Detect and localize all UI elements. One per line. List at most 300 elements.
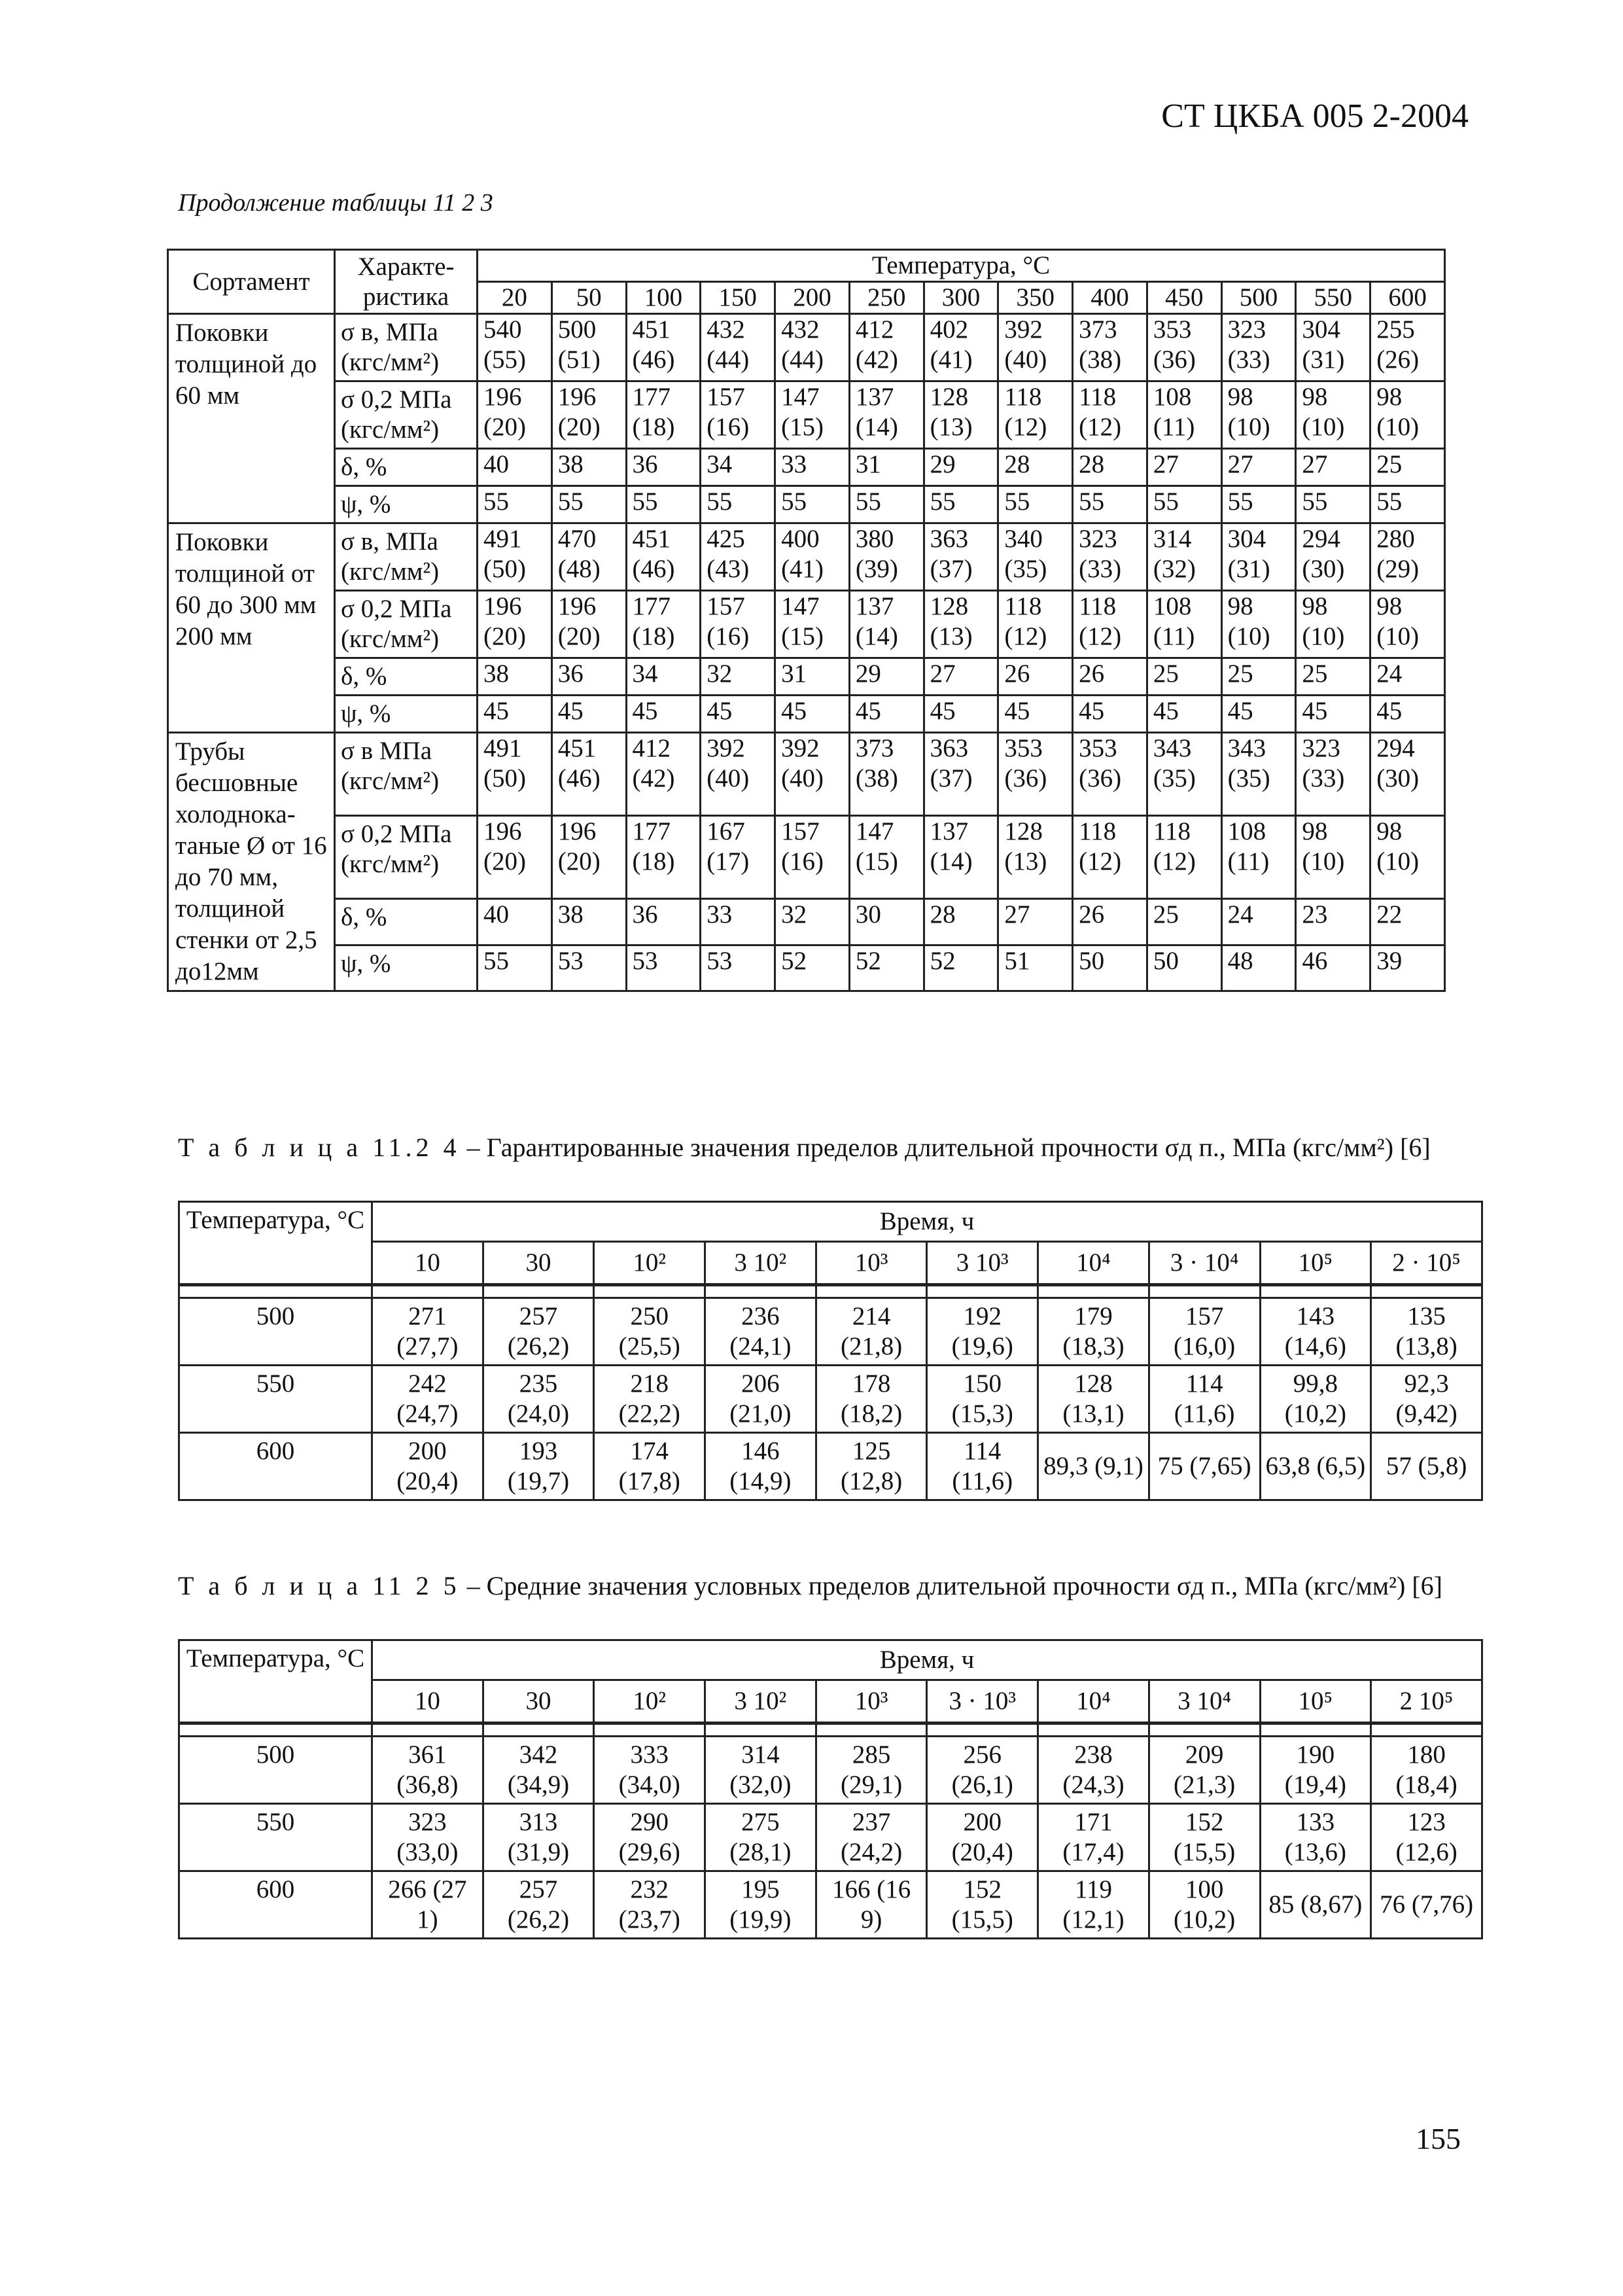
- time-cell: 10²: [594, 1680, 705, 1723]
- value-cell: 55: [775, 486, 850, 523]
- time-cell: 3 10³: [927, 1242, 1038, 1285]
- value-cell: 257 (26,2): [483, 1871, 594, 1939]
- value-cell: 275 (28,1): [705, 1804, 816, 1871]
- value-cell: 63,8 (6,5): [1260, 1433, 1371, 1500]
- time-cell: 10²: [594, 1242, 705, 1285]
- value-cell: 146 (14,9): [705, 1433, 816, 1500]
- table-11-2-4-caption: Т а б л и ц а 11.2 4 – Гарантированные значения пределов длительной прочности σд п., МПа (кгс/мм²) [6]: [178, 1133, 1431, 1162]
- value-cell: 55: [924, 486, 998, 523]
- value-cell: 255 (26): [1370, 314, 1445, 381]
- value-cell: 34: [626, 658, 701, 696]
- value-cell: 25: [1221, 658, 1296, 696]
- table-row: [168, 733, 1445, 816]
- value-cell: 28: [1073, 449, 1147, 486]
- value-cell: 55: [551, 486, 626, 523]
- value-cell: 53: [551, 945, 626, 991]
- value-cell: 363 (37): [924, 523, 998, 591]
- value-cell: 180 (18,4): [1371, 1737, 1482, 1804]
- time-cell: 3 10²: [705, 1680, 816, 1723]
- value-cell: 150 (15,3): [927, 1366, 1038, 1433]
- value-cell: 177 (18): [626, 381, 701, 449]
- value-cell: 373 (38): [849, 733, 924, 816]
- value-cell: 280 (29): [1370, 523, 1445, 591]
- value-cell: 50: [1073, 945, 1147, 991]
- value-cell: 98 (10): [1370, 381, 1445, 449]
- value-cell: 36: [626, 449, 701, 486]
- time-cell: 10: [372, 1680, 483, 1723]
- value-cell: 45: [478, 696, 552, 733]
- table-row: [168, 591, 1445, 658]
- value-cell: 195 (19,9): [705, 1871, 816, 1939]
- separator-cell: [372, 1285, 483, 1298]
- value-cell: 193 (19,7): [483, 1433, 594, 1500]
- value-cell: 118 (12): [998, 381, 1073, 449]
- time-cell: 10⁴: [1038, 1680, 1149, 1723]
- value-cell: 40: [478, 899, 552, 945]
- characteristic-cell: σ 0,2 МПа (кгс/мм²): [335, 381, 478, 449]
- product-cell: Трубы бесшовные холоднока-таные Ø от 16 до 70 мм, толщиной стенки от 2,5 до12мм: [168, 733, 335, 991]
- value-cell: 353 (36): [1147, 314, 1221, 381]
- value-cell: 29: [849, 658, 924, 696]
- separator-cell: [1149, 1285, 1260, 1298]
- temperature-cell: 300: [924, 282, 998, 314]
- value-cell: 206 (21,0): [705, 1366, 816, 1433]
- value-cell: 147 (15): [775, 381, 850, 449]
- value-cell: 323 (33,0): [372, 1804, 483, 1871]
- value-cell: 196 (20): [551, 381, 626, 449]
- value-cell: 353 (36): [998, 733, 1073, 816]
- value-cell: 304 (31): [1221, 523, 1296, 591]
- time-cell: 3 10²: [705, 1242, 816, 1285]
- value-cell: 98 (10): [1370, 591, 1445, 658]
- value-cell: 323 (33): [1296, 733, 1370, 816]
- value-cell: 26: [998, 658, 1073, 696]
- value-cell: 100 (10,2): [1149, 1871, 1260, 1939]
- value-cell: 380 (39): [849, 523, 924, 591]
- time-cell: 30: [483, 1680, 594, 1723]
- value-cell: 45: [701, 696, 775, 733]
- time-cell: 10⁵: [1260, 1680, 1371, 1723]
- characteristic-cell: δ, %: [335, 658, 478, 696]
- value-cell: 29: [924, 449, 998, 486]
- value-cell: 128 (13): [924, 381, 998, 449]
- value-cell: 45: [1073, 696, 1147, 733]
- value-cell: 23: [1296, 899, 1370, 945]
- value-cell: 50: [1147, 945, 1221, 991]
- separator-cell: [927, 1723, 1038, 1737]
- value-cell: 196 (20): [478, 381, 552, 449]
- value-cell: 98 (10): [1221, 381, 1296, 449]
- value-cell: 147 (15): [849, 816, 924, 899]
- value-cell: 26: [1073, 658, 1147, 696]
- value-cell: 232 (23,7): [594, 1871, 705, 1939]
- value-cell: 98 (10): [1296, 816, 1370, 899]
- temperature-cell: 20: [478, 282, 552, 314]
- value-cell: 238 (24,3): [1038, 1737, 1149, 1804]
- temperature-cell: 400: [1073, 282, 1147, 314]
- temperature-cell: 550: [1296, 282, 1370, 314]
- separator-cell: [705, 1285, 816, 1298]
- value-cell: 177 (18): [626, 591, 701, 658]
- header-time: Время, ч: [372, 1640, 1482, 1680]
- separator-cell: [1371, 1285, 1482, 1298]
- time-cell: 3 · 10⁴: [1149, 1242, 1260, 1285]
- table-row: [168, 314, 1445, 381]
- value-cell: 55: [1221, 486, 1296, 523]
- value-cell: 118 (12): [1147, 816, 1221, 899]
- value-cell: 55: [1370, 486, 1445, 523]
- value-cell: 157 (16): [701, 381, 775, 449]
- value-cell: 25: [1296, 658, 1370, 696]
- value-cell: 118 (12): [1073, 816, 1147, 899]
- value-cell: 27: [998, 899, 1073, 945]
- value-cell: 400 (41): [775, 523, 850, 591]
- value-cell: 250 (25,5): [594, 1298, 705, 1366]
- separator-cell: [816, 1285, 927, 1298]
- value-cell: 25: [1370, 449, 1445, 486]
- separator-cell: [483, 1723, 594, 1737]
- value-cell: 55: [478, 945, 552, 991]
- value-cell: 323 (33): [1221, 314, 1296, 381]
- value-cell: 51: [998, 945, 1073, 991]
- separator-cell: [594, 1285, 705, 1298]
- value-cell: 118 (12): [998, 591, 1073, 658]
- value-cell: 118 (12): [1073, 381, 1147, 449]
- value-cell: 45: [775, 696, 850, 733]
- characteristic-cell: δ, %: [335, 449, 478, 486]
- value-cell: 52: [849, 945, 924, 991]
- table-row: [168, 945, 1445, 991]
- value-cell: 22: [1370, 899, 1445, 945]
- value-cell: 45: [1296, 696, 1370, 733]
- value-cell: 128 (13): [998, 816, 1073, 899]
- characteristic-cell: σ в, МПа (кгс/мм²): [335, 523, 478, 591]
- value-cell: 137 (14): [849, 591, 924, 658]
- value-cell: 166 (16 9): [816, 1871, 927, 1939]
- value-cell: 152 (15,5): [1149, 1804, 1260, 1871]
- value-cell: 143 (14,6): [1260, 1298, 1371, 1366]
- time-row: [179, 1242, 1482, 1285]
- value-cell: 271 (27,7): [372, 1298, 483, 1366]
- time-cell: 3 10⁴: [1149, 1680, 1260, 1723]
- value-cell: 45: [1221, 696, 1296, 733]
- value-cell: 470 (48): [551, 523, 626, 591]
- time-cell: 10³: [816, 1680, 927, 1723]
- value-cell: 24: [1370, 658, 1445, 696]
- value-cell: 38: [551, 449, 626, 486]
- value-cell: 167 (17): [701, 816, 775, 899]
- temperature-cell: 100: [626, 282, 701, 314]
- separator-cell: [1260, 1723, 1371, 1737]
- value-cell: 343 (35): [1221, 733, 1296, 816]
- value-cell: 152 (15,5): [927, 1871, 1038, 1939]
- value-cell: 237 (24,2): [816, 1804, 927, 1871]
- value-cell: 333 (34,0): [594, 1737, 705, 1804]
- time-cell: 10: [372, 1242, 483, 1285]
- temperature-cell: 350: [998, 282, 1073, 314]
- temperature-cell: 250: [849, 282, 924, 314]
- page-number: 155: [1416, 2122, 1461, 2155]
- separator-cell: [1038, 1285, 1149, 1298]
- characteristic-cell: σ в МПа (кгс/мм²): [335, 733, 478, 816]
- temperature-cell: 500: [1221, 282, 1296, 314]
- value-cell: 27: [924, 658, 998, 696]
- value-cell: 451 (46): [551, 733, 626, 816]
- separator-cell: [594, 1723, 705, 1737]
- average-strength-table: [178, 1639, 1483, 1939]
- separator-cell: [483, 1285, 594, 1298]
- properties-table: [167, 249, 1446, 992]
- value-cell: 236 (24,1): [705, 1298, 816, 1366]
- value-cell: 342 (34,9): [483, 1737, 594, 1804]
- value-cell: 157 (16): [701, 591, 775, 658]
- table-row: [168, 449, 1445, 486]
- value-cell: 257 (26,2): [483, 1298, 594, 1366]
- table-11-2-5-caption: Т а б л и ц а 11 2 5 – Средние значения условных пределов длительной прочности σд п., МПа (кгс/мм²) [6]: [178, 1571, 1442, 1600]
- value-cell: 45: [626, 696, 701, 733]
- value-cell: 46: [1296, 945, 1370, 991]
- value-cell: 157 (16): [775, 816, 850, 899]
- table-row: [179, 1366, 1482, 1433]
- characteristic-cell: ψ, %: [335, 696, 478, 733]
- value-cell: 178 (18,2): [816, 1366, 927, 1433]
- value-cell: 27: [1221, 449, 1296, 486]
- product-cell: Поковки толщиной от 60 до 300 мм 200 мм: [168, 523, 335, 733]
- value-cell: 190 (19,4): [1260, 1737, 1371, 1804]
- value-cell: 55: [1296, 486, 1370, 523]
- value-cell: 432 (44): [775, 314, 850, 381]
- value-cell: 27: [1296, 449, 1370, 486]
- value-cell: 353 (36): [1073, 733, 1147, 816]
- value-cell: 76 (7,76): [1371, 1871, 1482, 1939]
- temperature-cell: 150: [701, 282, 775, 314]
- separator-row: [179, 1723, 1482, 1737]
- value-cell: 53: [701, 945, 775, 991]
- value-cell: 500 (51): [551, 314, 626, 381]
- value-cell: 392 (40): [775, 733, 850, 816]
- value-cell: 218 (22,2): [594, 1366, 705, 1433]
- value-cell: 425 (43): [701, 523, 775, 591]
- separator-cell: [179, 1285, 372, 1298]
- temperature-cell: 50: [551, 282, 626, 314]
- table-row: [179, 1298, 1482, 1366]
- value-cell: 31: [775, 658, 850, 696]
- value-cell: 200 (20,4): [372, 1433, 483, 1500]
- value-cell: 53: [626, 945, 701, 991]
- value-cell: 45: [849, 696, 924, 733]
- table-row: [168, 899, 1445, 945]
- header-temperature: Температура, °С: [179, 1202, 372, 1285]
- value-cell: 200 (20,4): [927, 1804, 1038, 1871]
- value-cell: 45: [1370, 696, 1445, 733]
- value-cell: 98 (10): [1221, 591, 1296, 658]
- header-row: [179, 1640, 1482, 1680]
- separator-cell: [927, 1285, 1038, 1298]
- value-cell: 32: [775, 899, 850, 945]
- table-row: [168, 658, 1445, 696]
- separator-row: [179, 1285, 1482, 1298]
- guaranteed-strength-table: [178, 1201, 1483, 1501]
- value-cell: 26: [1073, 899, 1147, 945]
- value-cell: 98 (10): [1296, 591, 1370, 658]
- temperature-cell: 600: [179, 1871, 372, 1939]
- value-cell: 313 (31,9): [483, 1804, 594, 1871]
- value-cell: 45: [924, 696, 998, 733]
- table-row: [179, 1871, 1482, 1939]
- value-cell: 235 (24,0): [483, 1366, 594, 1433]
- table-row: [168, 486, 1445, 523]
- table-continuation-note: Продолжение таблицы 11 2 3: [178, 189, 493, 217]
- value-cell: 294 (30): [1296, 523, 1370, 591]
- value-cell: 55: [626, 486, 701, 523]
- characteristic-cell: σ 0,2 МПа (кгс/мм²): [335, 591, 478, 658]
- value-cell: 27: [1147, 449, 1221, 486]
- value-cell: 323 (33): [1073, 523, 1147, 591]
- value-cell: 256 (26,1): [927, 1737, 1038, 1804]
- value-cell: 343 (35): [1147, 733, 1221, 816]
- header-sortament: Сортамент: [168, 250, 335, 314]
- time-cell: 2 · 10⁵: [1371, 1242, 1482, 1285]
- temperature-cell: 550: [179, 1804, 372, 1871]
- separator-cell: [1038, 1723, 1149, 1737]
- characteristic-cell: ψ, %: [335, 945, 478, 991]
- value-cell: 179 (18,3): [1038, 1298, 1149, 1366]
- characteristic-cell: σ 0,2 МПа (кгс/мм²): [335, 816, 478, 899]
- table-row: [168, 696, 1445, 733]
- temperature-cell: 500: [179, 1737, 372, 1804]
- value-cell: 45: [998, 696, 1073, 733]
- value-cell: 451 (46): [626, 523, 701, 591]
- value-cell: 285 (29,1): [816, 1737, 927, 1804]
- value-cell: 28: [924, 899, 998, 945]
- separator-cell: [816, 1723, 927, 1737]
- value-cell: 412 (42): [626, 733, 701, 816]
- value-cell: 52: [775, 945, 850, 991]
- value-cell: 25: [1147, 899, 1221, 945]
- value-cell: 214 (21,8): [816, 1298, 927, 1366]
- separator-cell: [179, 1723, 372, 1737]
- table-row: [179, 1737, 1482, 1804]
- value-cell: 36: [551, 658, 626, 696]
- value-cell: 128 (13,1): [1038, 1366, 1149, 1433]
- value-cell: 98 (10): [1296, 381, 1370, 449]
- value-cell: 108 (11): [1147, 381, 1221, 449]
- value-cell: 491 (50): [478, 733, 552, 816]
- separator-cell: [1371, 1723, 1482, 1737]
- value-cell: 55: [998, 486, 1073, 523]
- value-cell: 36: [626, 899, 701, 945]
- value-cell: 40: [478, 449, 552, 486]
- header-characteristic: Характе-ристика: [335, 250, 478, 314]
- time-cell: 10³: [816, 1242, 927, 1285]
- value-cell: 25: [1147, 658, 1221, 696]
- separator-cell: [705, 1723, 816, 1737]
- value-cell: 38: [551, 899, 626, 945]
- value-cell: 28: [998, 449, 1073, 486]
- value-cell: 38: [478, 658, 552, 696]
- table-row: [168, 523, 1445, 591]
- value-cell: 147 (15): [775, 591, 850, 658]
- value-cell: 412 (42): [849, 314, 924, 381]
- value-cell: 196 (20): [551, 816, 626, 899]
- value-cell: 290 (29,6): [594, 1804, 705, 1871]
- value-cell: 196 (20): [551, 591, 626, 658]
- product-cell: Поковки толщиной до 60 мм: [168, 314, 335, 523]
- value-cell: 133 (13,6): [1260, 1804, 1371, 1871]
- value-cell: 33: [701, 899, 775, 945]
- temperature-cell: 200: [775, 282, 850, 314]
- value-cell: 75 (7,65): [1149, 1433, 1260, 1500]
- value-cell: 137 (14): [849, 381, 924, 449]
- value-cell: 294 (30): [1370, 733, 1445, 816]
- value-cell: 114 (11,6): [927, 1433, 1038, 1500]
- characteristic-cell: σ в, МПа (кгс/мм²): [335, 314, 478, 381]
- value-cell: 52: [924, 945, 998, 991]
- value-cell: 55: [1147, 486, 1221, 523]
- value-cell: 55: [849, 486, 924, 523]
- value-cell: 192 (19,6): [927, 1298, 1038, 1366]
- value-cell: 451 (46): [626, 314, 701, 381]
- value-cell: 108 (11): [1221, 816, 1296, 899]
- document-code: СТ ЦКБА 005 2-2004: [1161, 97, 1469, 135]
- value-cell: 114 (11,6): [1149, 1366, 1260, 1433]
- value-cell: 392 (40): [701, 733, 775, 816]
- value-cell: 30: [849, 899, 924, 945]
- value-cell: 92,3 (9,42): [1371, 1366, 1482, 1433]
- separator-cell: [372, 1723, 483, 1737]
- value-cell: 137 (14): [924, 816, 998, 899]
- value-cell: 24: [1221, 899, 1296, 945]
- value-cell: 57 (5,8): [1371, 1433, 1482, 1500]
- value-cell: 209 (21,3): [1149, 1737, 1260, 1804]
- value-cell: 34: [701, 449, 775, 486]
- characteristic-cell: ψ, %: [335, 486, 478, 523]
- value-cell: 99,8 (10,2): [1260, 1366, 1371, 1433]
- value-cell: 98 (10): [1370, 816, 1445, 899]
- value-cell: 196 (20): [478, 591, 552, 658]
- value-cell: 108 (11): [1147, 591, 1221, 658]
- value-cell: 373 (38): [1073, 314, 1147, 381]
- temperature-cell: 500: [179, 1298, 372, 1366]
- value-cell: 171 (17,4): [1038, 1804, 1149, 1871]
- time-row: [179, 1680, 1482, 1723]
- value-cell: 314 (32): [1147, 523, 1221, 591]
- value-cell: 174 (17,8): [594, 1433, 705, 1500]
- value-cell: 340 (35): [998, 523, 1073, 591]
- value-cell: 55: [1073, 486, 1147, 523]
- value-cell: 361 (36,8): [372, 1737, 483, 1804]
- time-cell: 30: [483, 1242, 594, 1285]
- separator-cell: [1149, 1723, 1260, 1737]
- temperature-cell: 600: [1370, 282, 1445, 314]
- value-cell: 540 (55): [478, 314, 552, 381]
- value-cell: 32: [701, 658, 775, 696]
- time-cell: 2 10⁵: [1371, 1680, 1482, 1723]
- time-cell: 10⁴: [1038, 1242, 1149, 1285]
- separator-cell: [1260, 1285, 1371, 1298]
- value-cell: 48: [1221, 945, 1296, 991]
- value-cell: 402 (41): [924, 314, 998, 381]
- header-time: Время, ч: [372, 1202, 1482, 1242]
- value-cell: 266 (27 1): [372, 1871, 483, 1939]
- value-cell: 55: [701, 486, 775, 523]
- table-row: [179, 1804, 1482, 1871]
- value-cell: 123 (12,6): [1371, 1804, 1482, 1871]
- value-cell: 242 (24,7): [372, 1366, 483, 1433]
- table-row: [168, 381, 1445, 449]
- value-cell: 363 (37): [924, 733, 998, 816]
- value-cell: 128 (13): [924, 591, 998, 658]
